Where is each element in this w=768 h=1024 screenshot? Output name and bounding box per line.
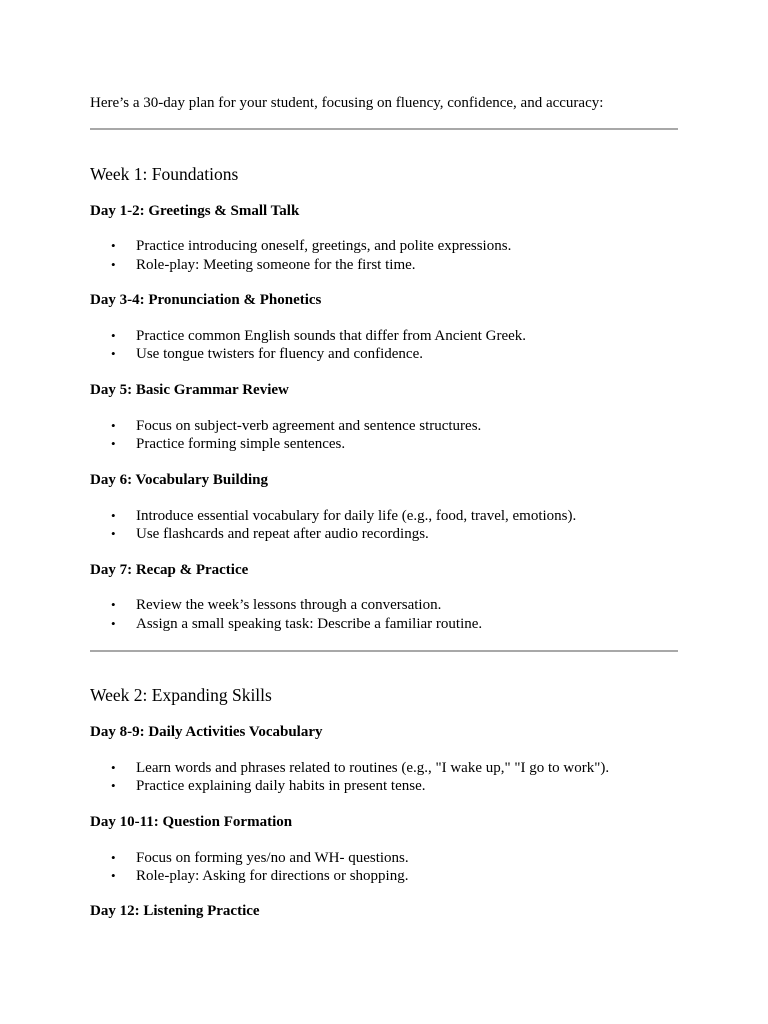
list-item-text: Practice explaining daily habits in present tense. [136,778,426,794]
bullet-icon: • [111,328,116,343]
week-heading: Week 1: Foundations [90,164,239,184]
list-item-text: Learn words and phrases related to routines (e.g., "I wake up," "I go to work"). [136,760,610,776]
bullet-icon: • [111,850,116,865]
horizontal-rule [90,650,678,652]
day-heading: Day 12: Listening Practice [90,903,260,919]
week-heading: Week 2: Expanding Skills [90,685,272,705]
list-item-text: Role-play: Asking for directions or shopping. [136,868,409,884]
day-heading: Day 10-11: Question Formation [90,814,293,830]
list-item-text: Practice introducing oneself, greetings, and polite expressions. [136,238,512,254]
bullet-icon: • [111,616,116,631]
bullet-icon: • [111,418,116,433]
list-item-text: Practice common English sounds that differ from Ancient Greek. [136,328,527,344]
list-item-text: Assign a small speaking task: Describe a familiar routine. [136,616,483,632]
day-heading: Day 5: Basic Grammar Review [90,382,289,398]
bullet-icon: • [111,760,116,775]
bullet-icon: • [111,508,116,523]
day-heading: Day 3-4: Pronunciation & Phonetics [90,292,322,308]
horizontal-rule [90,128,678,130]
bullet-icon: • [111,526,116,541]
list-item-text: Focus on forming yes/no and WH- questions. [136,850,409,866]
list-item-text: Practice forming simple sentences. [136,436,346,452]
day-heading: Day 7: Recap & Practice [90,562,249,578]
bullet-icon: • [111,597,116,612]
bullet-icon: • [111,257,116,272]
bullet-icon: • [111,868,116,883]
day-heading: Day 6: Vocabulary Building [90,472,268,488]
list-item-text: Role-play: Meeting someone for the first time. [136,257,416,273]
list-item-text: Use tongue twisters for fluency and confidence. [136,346,423,362]
day-heading: Day 1-2: Greetings & Small Talk [90,203,300,219]
intro-text: Here’s a 30-day plan for your student, focusing on fluency, confidence, and accuracy: [90,95,604,111]
bullet-icon: • [111,778,116,793]
bullet-icon: • [111,346,116,361]
list-item-text: Review the week’s lessons through a conversation. [136,597,442,613]
list-item-text: Introduce essential vocabulary for daily life (e.g., food, travel, emotions). [136,508,577,524]
list-item-text: Use flashcards and repeat after audio recordings. [136,526,429,542]
day-heading: Day 8-9: Daily Activities Vocabulary [90,724,323,740]
bullet-icon: • [111,436,116,451]
list-item-text: Focus on subject-verb agreement and sentence structures. [136,418,482,434]
bullet-icon: • [111,238,116,253]
